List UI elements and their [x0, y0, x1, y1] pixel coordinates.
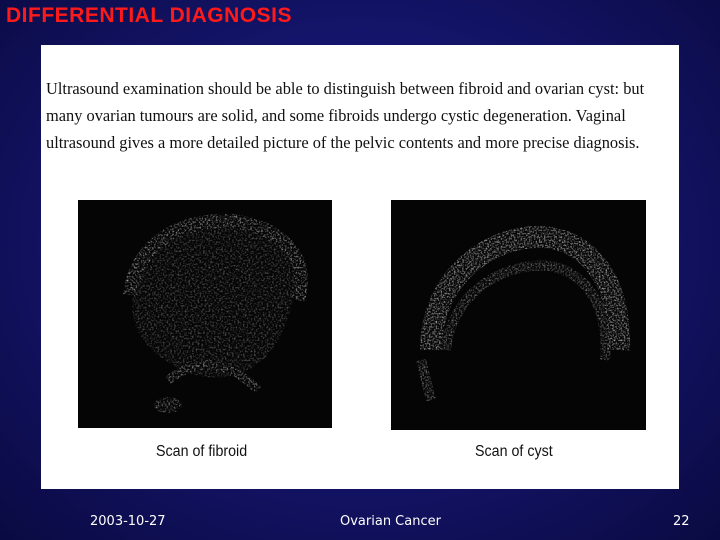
slide-title: DIFFERENTIAL DIAGNOSIS	[6, 4, 292, 27]
fibroid-scan-label: Scan of fibroid	[156, 443, 248, 460]
slide-number: 22	[673, 514, 690, 529]
cyst-scan-label: Scan of cyst	[475, 443, 553, 460]
figure-panel	[41, 45, 679, 489]
footer-date: 2003-10-27	[90, 514, 166, 529]
figure-caption: Ultrasound examination should be able to distinguish between fibroid and ovarian cyst: but many ovarian tumours are solid, and some fibroids undergo cystic degeneration. Vaginal ultrasound gives a more detailed picture of the pelvic contents and more precise diagnosis.	[46, 79, 645, 152]
fibroid-scan-image	[78, 200, 332, 428]
footer-topic: Ovarian Cancer	[340, 514, 441, 529]
cyst-scan-image	[391, 200, 646, 430]
